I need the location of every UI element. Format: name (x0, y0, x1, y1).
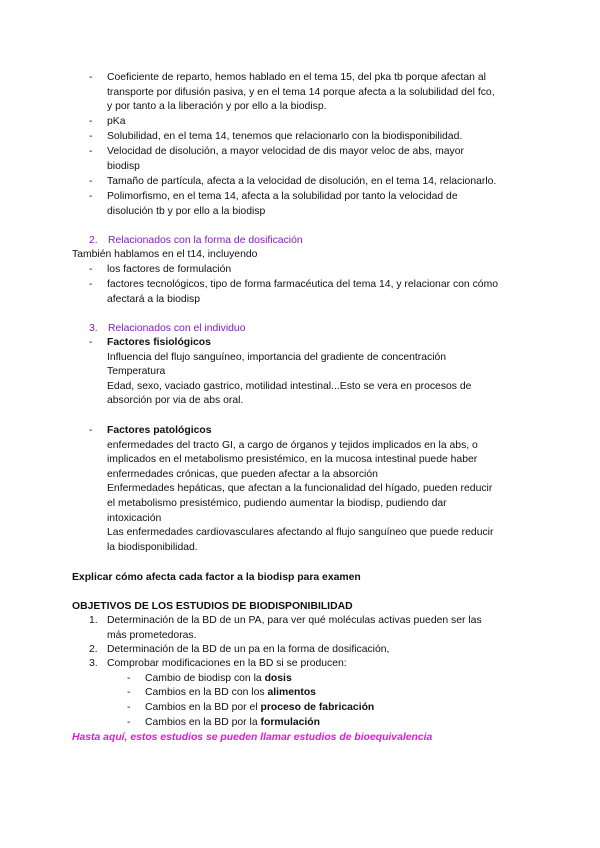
text-line: biodisp (107, 160, 140, 172)
text-line: y por tanto a la liberación y por ello a la biodisp. (107, 101, 327, 113)
item-number: 2. (89, 644, 98, 655)
text-line: enfermedades del tracto GI, a cargo de órganos y tejidos implicados en la abs, o (107, 439, 478, 451)
text-line: Temperatura (107, 366, 166, 378)
bullet: - (89, 191, 93, 202)
text-line: la biodisponibilidad. (107, 541, 198, 553)
subitem-emphasis: proceso de fabricación (260, 702, 375, 713)
bullet: - (89, 72, 93, 83)
subsection-heading: Factores fisiológicos (107, 337, 211, 348)
item-number: 3. (89, 658, 98, 669)
objetivo-item-1 (89, 614, 482, 641)
section-number: 2. (89, 235, 98, 246)
text-line: afectará a la biodisp (107, 293, 200, 305)
text-line: Velocidad de disolución, a mayor velocidad de dis mayor veloc de abs, mayor (107, 146, 464, 157)
text-line: transporte por difusión pasiva, y en el tema 14 porque afecta a la solubilidad del fco, (107, 86, 495, 98)
bullet: - (89, 131, 93, 142)
text-line: Determinación de la BD de un PA, para ver qué moléculas activas pueden ser las (107, 615, 482, 626)
subsection-heading: Factores patológicos (107, 425, 212, 436)
section-number: 3. (89, 323, 98, 334)
text-line: disolución tb y por ello a la biodisp (107, 205, 266, 217)
subitem-emphasis: dosis (264, 673, 292, 684)
section-2-intro: También hablamos en el t14, incluyendo (72, 249, 258, 260)
text-line: más prometedoras. (107, 629, 197, 641)
bullet: - (89, 146, 93, 157)
text-line: Edad, sexo, vaciado gastrico, motilidad intestinal...Esto se vera en procesos de (107, 380, 472, 392)
subitem-emphasis: alimentos (267, 687, 316, 698)
text-line: intoxicación (107, 512, 162, 524)
exam-note: Explicar cómo afecta cada factor a la biodisp para examen (72, 572, 361, 583)
text-line: implicados en el metabolismo presistémico, en la mucosa intestinal puede haber (107, 454, 478, 466)
text-line: Polimorfismo, en el tema 14, afecta a la solubilidad por tanto la velocidad de (107, 191, 458, 202)
bullet: - (89, 116, 93, 127)
text-line: Coeficiente de reparto, hemos hablado en el tema 15, del pka tb porque afectan al (107, 72, 486, 83)
text-line: Comprobar modificaciones en la BD si se producen: (107, 658, 347, 669)
bullet: - (127, 717, 131, 728)
text-line: Determinación de la BD de un pa en la forma de dosificación, (107, 644, 390, 655)
subitem-emphasis: formulación (260, 717, 320, 728)
text-line: los factores de formulación (107, 264, 232, 275)
objetivo-item-2 (89, 643, 390, 658)
text-line: Enfermedades hepáticas, que afectan a la funcionalidad del hígado, pueden reducir (107, 483, 493, 495)
bullet: - (127, 702, 131, 713)
bioequivalence-note: Hasta aquí, estos estudios se pueden llamar estudios de bioequivalencia (72, 732, 433, 743)
bullet: - (127, 673, 131, 684)
text-line: Tamaño de partícula, afecta a la velocidad de disolución, en el tema 14, relacionarlo. (107, 176, 497, 187)
subitem-text: Cambio de biodisp con la (145, 673, 265, 684)
text-line: Solubilidad, en el tema 14, tenemos que relacionarlo con la biodisponibilidad. (107, 131, 463, 142)
bullet: - (127, 687, 131, 698)
section-title: Relacionados con el individuo (108, 323, 246, 334)
text-line: enfermedades crónicas, que pueden afectar a la absorción (107, 468, 378, 480)
section-2-heading (89, 234, 303, 249)
bullet: - (89, 425, 93, 436)
bullet: - (89, 279, 93, 290)
subitem-text: Cambios en la BD con los (145, 687, 268, 698)
objetivo-item-3 (89, 657, 347, 672)
section-title: Relacionados con la forma de dosificación (108, 235, 303, 246)
bullet: - (89, 176, 93, 187)
item-number: 1. (89, 615, 98, 626)
subitem-text: Cambios en la BD por el (145, 702, 261, 713)
text-line: absorción por via de abs oral. (107, 395, 244, 407)
bullet: - (89, 264, 93, 275)
objetivos-heading: OBJETIVOS DE LOS ESTUDIOS DE BIODISPONIBILIDAD (72, 601, 353, 612)
section-3-heading (89, 322, 246, 337)
bullet: - (89, 337, 93, 348)
subitem-text: Cambios en la BD por la (145, 717, 261, 728)
text-line: el metabolismo presistémico, pudiendo aumentar la biodisp, pudiendo dar (107, 497, 447, 509)
text-line: pKa (107, 116, 126, 127)
text-line: factores tecnológicos, tipo de forma farmacéutica del tema 14, y relacionar con cómo (107, 279, 498, 290)
text-line: Las enfermedades cardiovasculares afectando al flujo sanguíneo que puede reducir (107, 527, 494, 539)
text-line: Influencia del flujo sanguíneo, importancia del gradiente de concentración (107, 351, 447, 363)
